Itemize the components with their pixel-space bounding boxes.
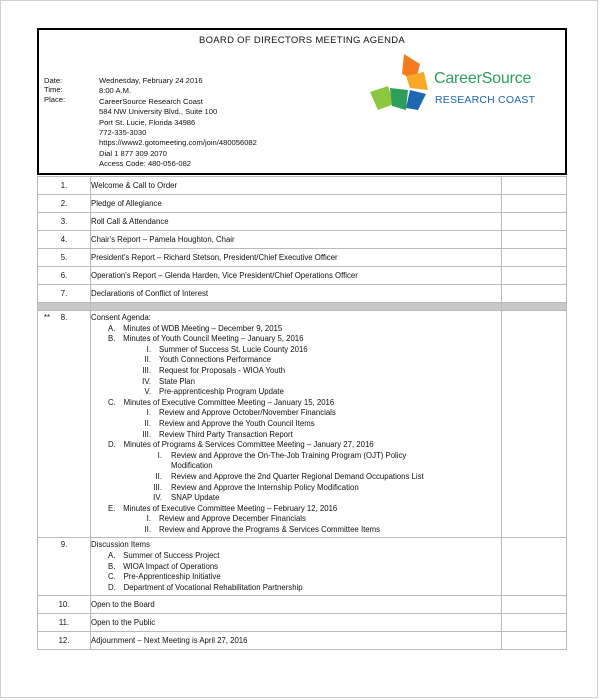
consent-item-a: A. Minutes of WDB Meeting – December 9, 2015 bbox=[108, 323, 283, 333]
action-cell bbox=[502, 596, 567, 614]
action-cell bbox=[502, 632, 567, 650]
item-text: Chair's Report – Pamela Houghton, Chair bbox=[91, 231, 502, 249]
list-item: III. Review Third Party Transaction Report bbox=[142, 429, 293, 439]
agenda-row bbox=[38, 195, 567, 213]
agenda-table bbox=[37, 176, 567, 650]
list-item: IV. State Plan bbox=[142, 376, 195, 386]
place-city: Port St. Lucie, Florida 34986 bbox=[99, 117, 196, 127]
discussion-items bbox=[91, 538, 502, 596]
item-number: 3. bbox=[38, 213, 91, 231]
agenda-row bbox=[38, 632, 567, 650]
action-cell bbox=[502, 285, 567, 303]
list-item: II. Review and Approve the Programs & Services Committee Items bbox=[144, 524, 381, 534]
agenda-row bbox=[38, 249, 567, 267]
consent-item-c: C. Minutes of Executive Committee Meeting – January 15, 2016 bbox=[108, 397, 335, 407]
list-item: V. Pre-apprenticeship Program Update bbox=[144, 387, 284, 397]
consent-item-d: D. Minutes of Programs & Services Committee Meeting – January 27, 2016 bbox=[108, 440, 374, 450]
item-number: 9. bbox=[38, 538, 91, 596]
agenda-row-consent bbox=[38, 311, 567, 538]
list-item: A. Summer of Success Project bbox=[108, 551, 220, 561]
logo-mark-icon bbox=[366, 52, 432, 124]
place-name: CareerSource Research Coast bbox=[99, 96, 203, 106]
action-cell bbox=[502, 177, 567, 195]
agenda-row bbox=[38, 285, 567, 303]
action-cell bbox=[502, 614, 567, 632]
meeting-date: Wednesday, February 24 2016 bbox=[99, 76, 203, 85]
item-number bbox=[38, 311, 91, 538]
item-text: Welcome & Call to Order bbox=[91, 177, 502, 195]
item-number: 5. bbox=[38, 249, 91, 267]
agenda-row-discussion bbox=[38, 538, 567, 596]
action-cell bbox=[502, 195, 567, 213]
item-number: 4. bbox=[38, 231, 91, 249]
place-label: Place: bbox=[44, 94, 66, 104]
meeting-url[interactable]: https://www2.gotomeeting.com/join/480056082 bbox=[99, 138, 257, 148]
logo-subtitle: RESEARCH COAST bbox=[435, 94, 536, 106]
meeting-meta-values bbox=[99, 76, 257, 170]
dial-in-number: Dial 1 877 309 2070 bbox=[99, 148, 167, 158]
meeting-time: 8:00 A.M. bbox=[99, 86, 132, 96]
agenda-row bbox=[38, 614, 567, 632]
item-text: Operation's Report – Glenda Harden, Vice President/Chief Operations Officer bbox=[91, 267, 502, 285]
agenda-header bbox=[37, 28, 567, 175]
action-cell bbox=[502, 231, 567, 249]
list-item: I. Review and Approve December Financials bbox=[146, 514, 306, 524]
item-text: Roll Call & Attendance bbox=[91, 213, 502, 231]
item-number: 7. bbox=[38, 285, 91, 303]
item-text: Pledge of Allegiance bbox=[91, 195, 502, 213]
item-text: Open to the Public bbox=[91, 614, 502, 632]
item-number: 6. bbox=[38, 267, 91, 285]
meeting-meta-labels bbox=[44, 76, 65, 104]
item-text: Declarations of Conflict of Interest bbox=[91, 285, 502, 303]
item-number: 10. bbox=[38, 596, 91, 614]
section-divider bbox=[38, 303, 567, 311]
consent-marker: ** bbox=[44, 313, 51, 322]
consent-title: Consent Agenda: bbox=[91, 313, 151, 322]
place-phone: 772-335-3030 bbox=[99, 128, 147, 138]
item-number: 11. bbox=[38, 614, 91, 632]
consent-number: 8. bbox=[60, 313, 68, 322]
agenda-row bbox=[38, 213, 567, 231]
agenda-row bbox=[38, 231, 567, 249]
list-item: D. Department of Vocational Rehabilitation Partnership bbox=[108, 582, 303, 592]
list-item: IV. SNAP Update bbox=[153, 493, 220, 503]
discussion-title: Discussion Items bbox=[91, 540, 150, 550]
list-item: I. Review and Approve the On-The-Job Training Program (OJT) Policy bbox=[157, 450, 407, 460]
list-item: II. Youth Connections Performance bbox=[144, 355, 271, 365]
careersource-logo bbox=[366, 52, 556, 132]
consent-agenda bbox=[91, 311, 502, 538]
list-item: B. WIOA Impact of Operations bbox=[108, 561, 219, 571]
action-cell bbox=[502, 538, 567, 596]
item-text: Adjournment – Next Meeting is April 27, 2016 bbox=[91, 632, 502, 650]
action-cell bbox=[502, 311, 567, 538]
item-number: 1. bbox=[38, 177, 91, 195]
list-item: C. Pre-Apprenticeship Initiative bbox=[108, 572, 221, 582]
logo-name: CareerSource bbox=[434, 70, 532, 87]
agenda-row bbox=[38, 596, 567, 614]
consent-item-e: E. Minutes of Executive Committee Meeting – February 12, 2016 bbox=[108, 503, 338, 513]
place-street: 584 NW University Blvd., Suite 100 bbox=[99, 107, 218, 117]
agenda-row bbox=[38, 267, 567, 285]
list-item: II. Review and Approve the Youth Council Items bbox=[144, 418, 315, 428]
item-number: 12. bbox=[38, 632, 91, 650]
agenda-title: BOARD OF DIRECTORS MEETING AGENDA bbox=[198, 35, 406, 46]
list-item: III. Review and Approve the Internship Policy Modification bbox=[153, 482, 359, 492]
action-cell bbox=[502, 249, 567, 267]
list-item: III. Request for Proposals - WIOA Youth bbox=[142, 365, 286, 375]
agenda-row bbox=[38, 177, 567, 195]
list-item: I. Summer of Success St. Lucie County 2016 bbox=[146, 344, 308, 354]
access-code: Access Code: 480-056-082 bbox=[99, 159, 192, 169]
list-item: Modification bbox=[171, 461, 213, 471]
time-label: Time: bbox=[44, 85, 63, 95]
date-label: Date: bbox=[44, 76, 63, 85]
item-text: Open to the Board bbox=[91, 596, 502, 614]
list-item: I. Review and Approve October/November Financials bbox=[146, 408, 336, 418]
consent-item-b: B. Minutes of Youth Council Meeting – January 5, 2016 bbox=[108, 334, 304, 344]
list-item: II. Review and Approve the 2nd Quarter Regional Demand Occupations List bbox=[155, 471, 424, 481]
item-number: 2. bbox=[38, 195, 91, 213]
action-cell bbox=[502, 213, 567, 231]
action-cell bbox=[502, 267, 567, 285]
item-text: President's Report – Richard Stetson, President/Chief Executive Officer bbox=[91, 249, 502, 267]
